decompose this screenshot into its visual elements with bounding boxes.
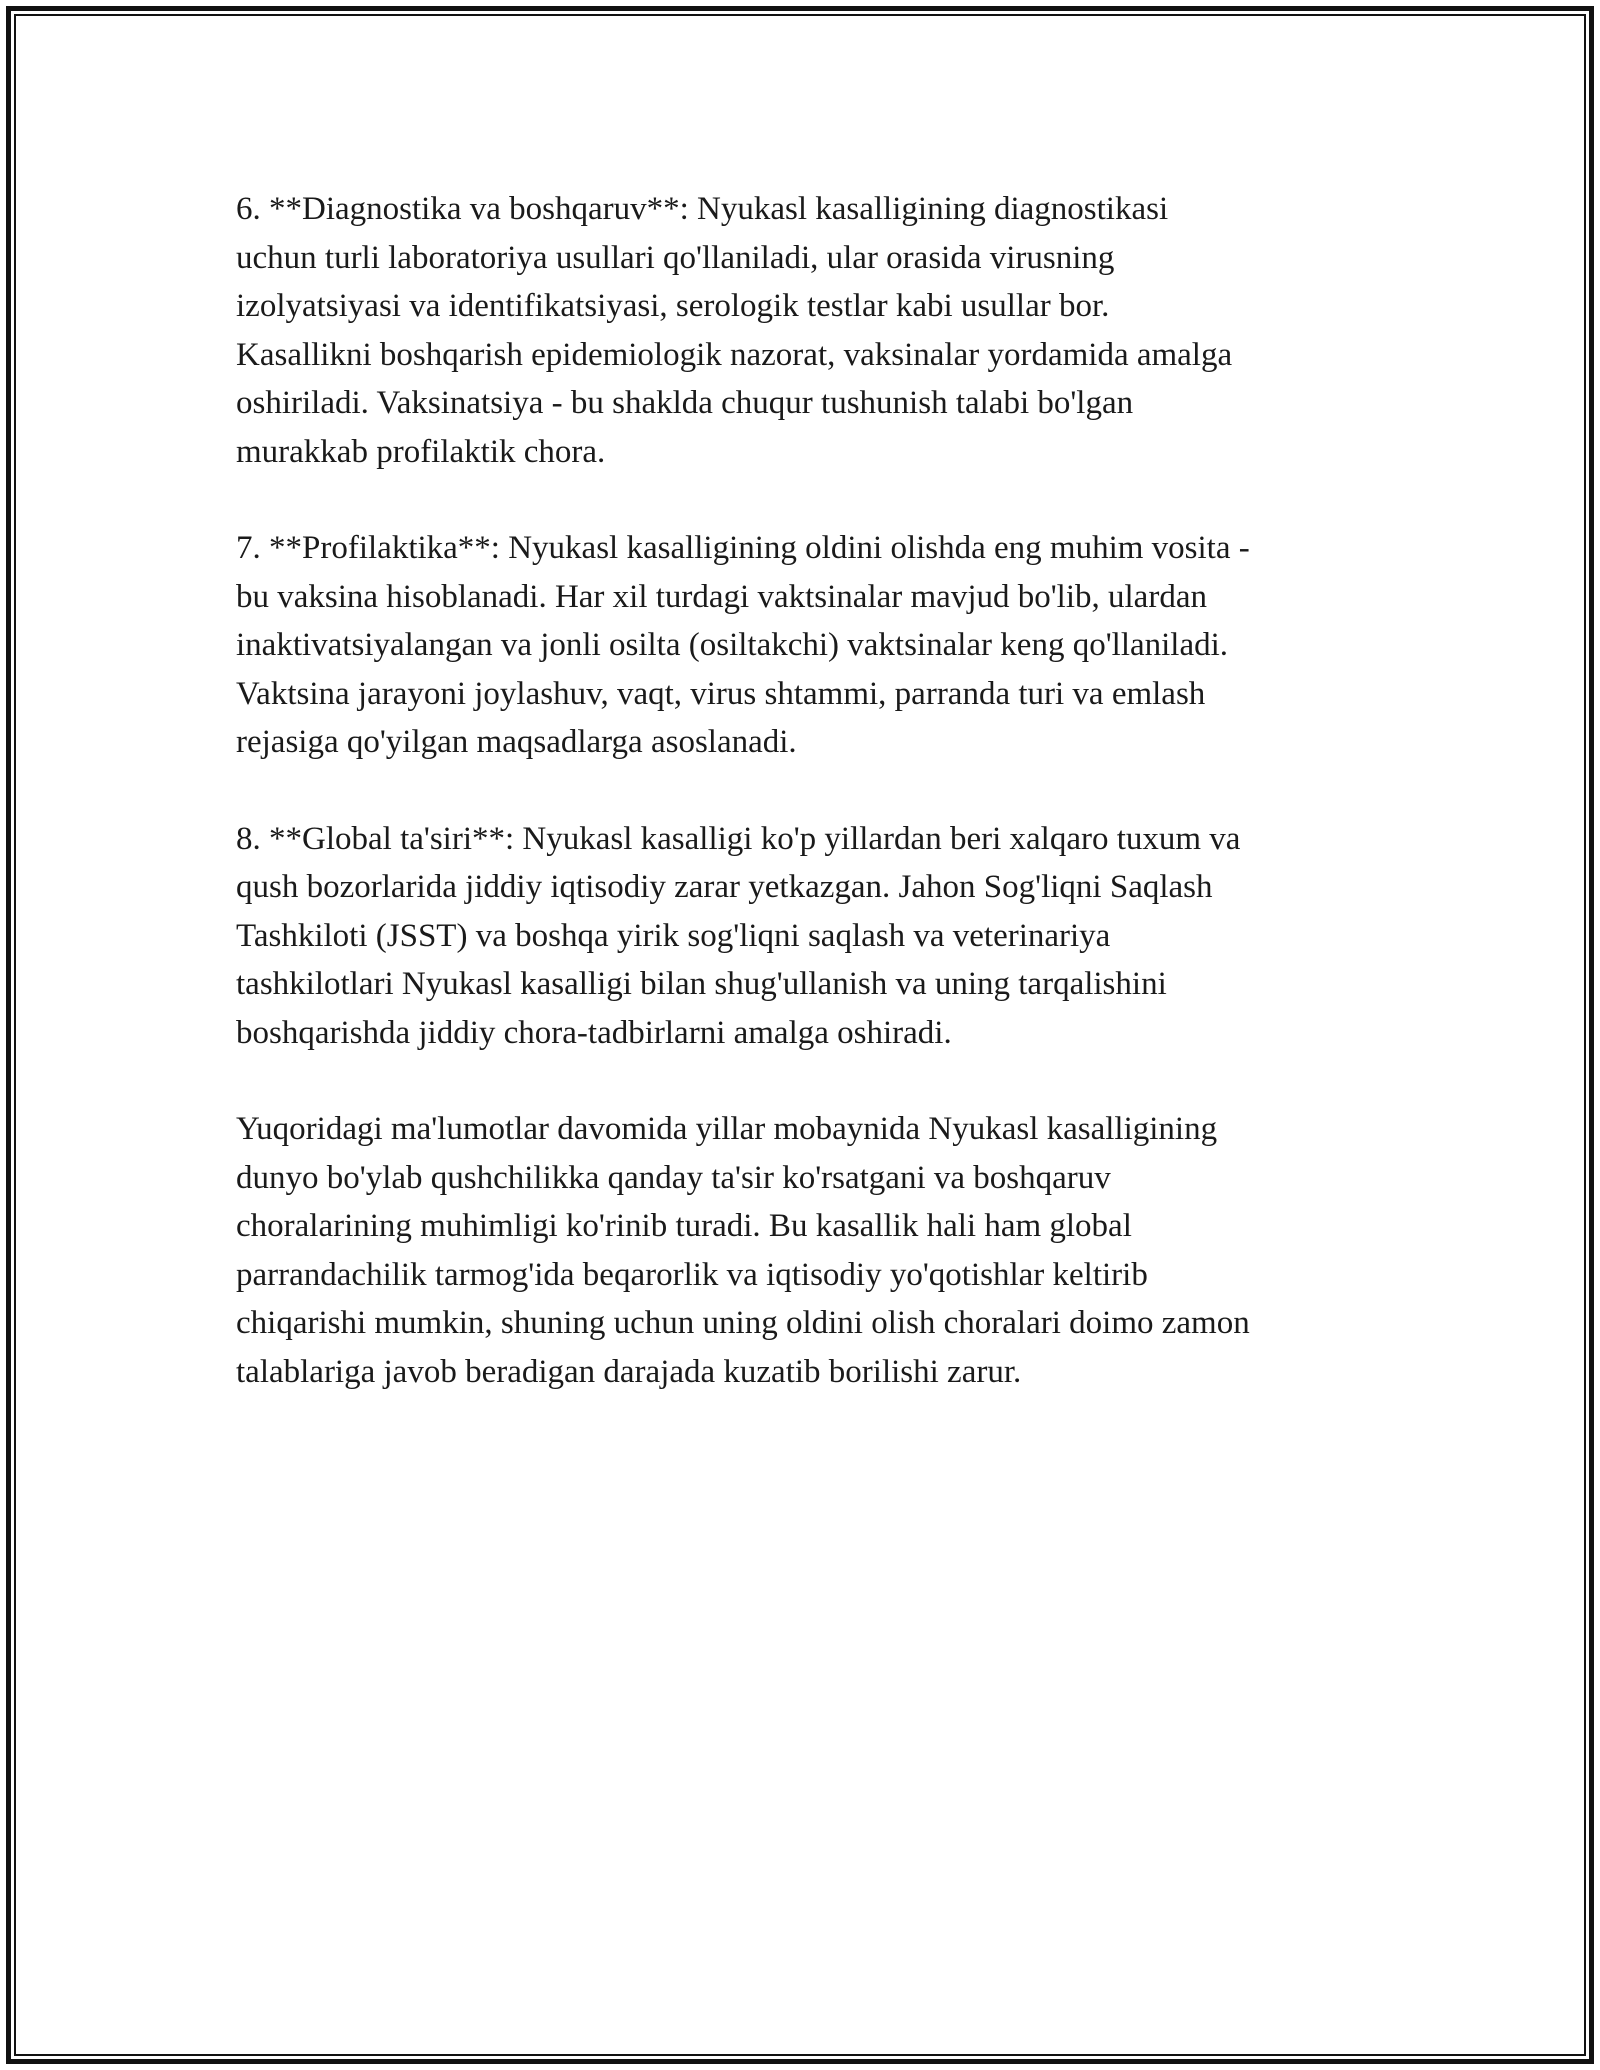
text-line: izolyatsiyasi va identifikatsiyasi, serologik testlar kabi usullar bor.	[236, 288, 1110, 324]
text-line: Kasallikni boshqarish epidemiologik nazorat, vaksinalar yordamida amalga	[236, 336, 1233, 373]
text-line: Yuqoridagi ma'lumotlar davomida yillar mobaynida Nyukasl kasalligining	[236, 1111, 1218, 1147]
text-line: 7. **Profilaktika**: Nyukasl kasalligining oldini olishda eng muhim vosita -	[236, 530, 1250, 566]
document-body	[236, 185, 1376, 1444]
paragraph-global-impact	[236, 815, 1376, 1058]
text-line: inaktivatsiyalangan va jonli osilta (osiltakchi) vaktsinalar keng qo'llaniladi.	[236, 627, 1229, 663]
text-line: talablariga javob beradigan darajada kuzatib borilishi zarur.	[236, 1353, 1022, 1390]
text-line: uchun turli laboratoriya usullari qo'llaniladi, ular orasida virusning	[236, 239, 1115, 276]
text-line: Tashkiloti (JSST) va boshqa yirik sog'liqni saqlash va veterinariya	[236, 917, 1111, 954]
paragraph-prophylaxis	[236, 524, 1376, 767]
text-line: boshqarishda jiddiy chora-tadbirlarni amalga oshiradi.	[236, 1014, 952, 1051]
text-line: rejasiga qo'yilgan maqsadlarga asoslanadi.	[236, 724, 797, 760]
text-line: dunyo bo'ylab qushchilikka qanday ta'sir ko'rsatgani va boshqaruv	[236, 1159, 1111, 1196]
text-line: 8. **Global ta'siri**: Nyukasl kasalligi ko'p yillardan beri xalqaro tuxum va	[236, 820, 1241, 857]
text-line: 6. **Diagnostika va boshqaruv**: Nyukasl kasalligining diagnostikasi	[236, 191, 1169, 227]
paragraph-conclusion	[236, 1105, 1376, 1396]
paragraph-diagnostics	[236, 185, 1376, 476]
text-line: qush bozorlarida jiddiy iqtisodiy zarar yetkazgan. Jahon Sog'liqni Saqlash	[236, 869, 1213, 905]
text-line: choralarining muhimligi ko'rinib turadi. Bu kasallik hali ham global	[236, 1208, 1132, 1244]
text-line: bu vaksina hisoblanadi. Har xil turdagi vaktsinalar mavjud bo'lib, ulardan	[236, 578, 1207, 615]
text-line: Vaktsina jarayoni joylashuv, vaqt, virus shtammi, parranda turi va emlash	[236, 675, 1206, 712]
text-line: murakkab profilaktik chora.	[236, 433, 606, 470]
text-line: oshiriladi. Vaksinatsiya - bu shaklda chuqur tushunish talabi bo'lgan	[236, 385, 1134, 421]
text-line: chiqarishi mumkin, shuning uchun uning oldini olish choralari doimo zamon	[236, 1305, 1250, 1341]
text-line: tashkilotlari Nyukasl kasalligi bilan shug'ullanish va uning tarqalishini	[236, 966, 1167, 1002]
text-line: parrandachilik tarmog'ida beqarorlik va iqtisodiy yo'qotishlar keltirib	[236, 1256, 1148, 1293]
